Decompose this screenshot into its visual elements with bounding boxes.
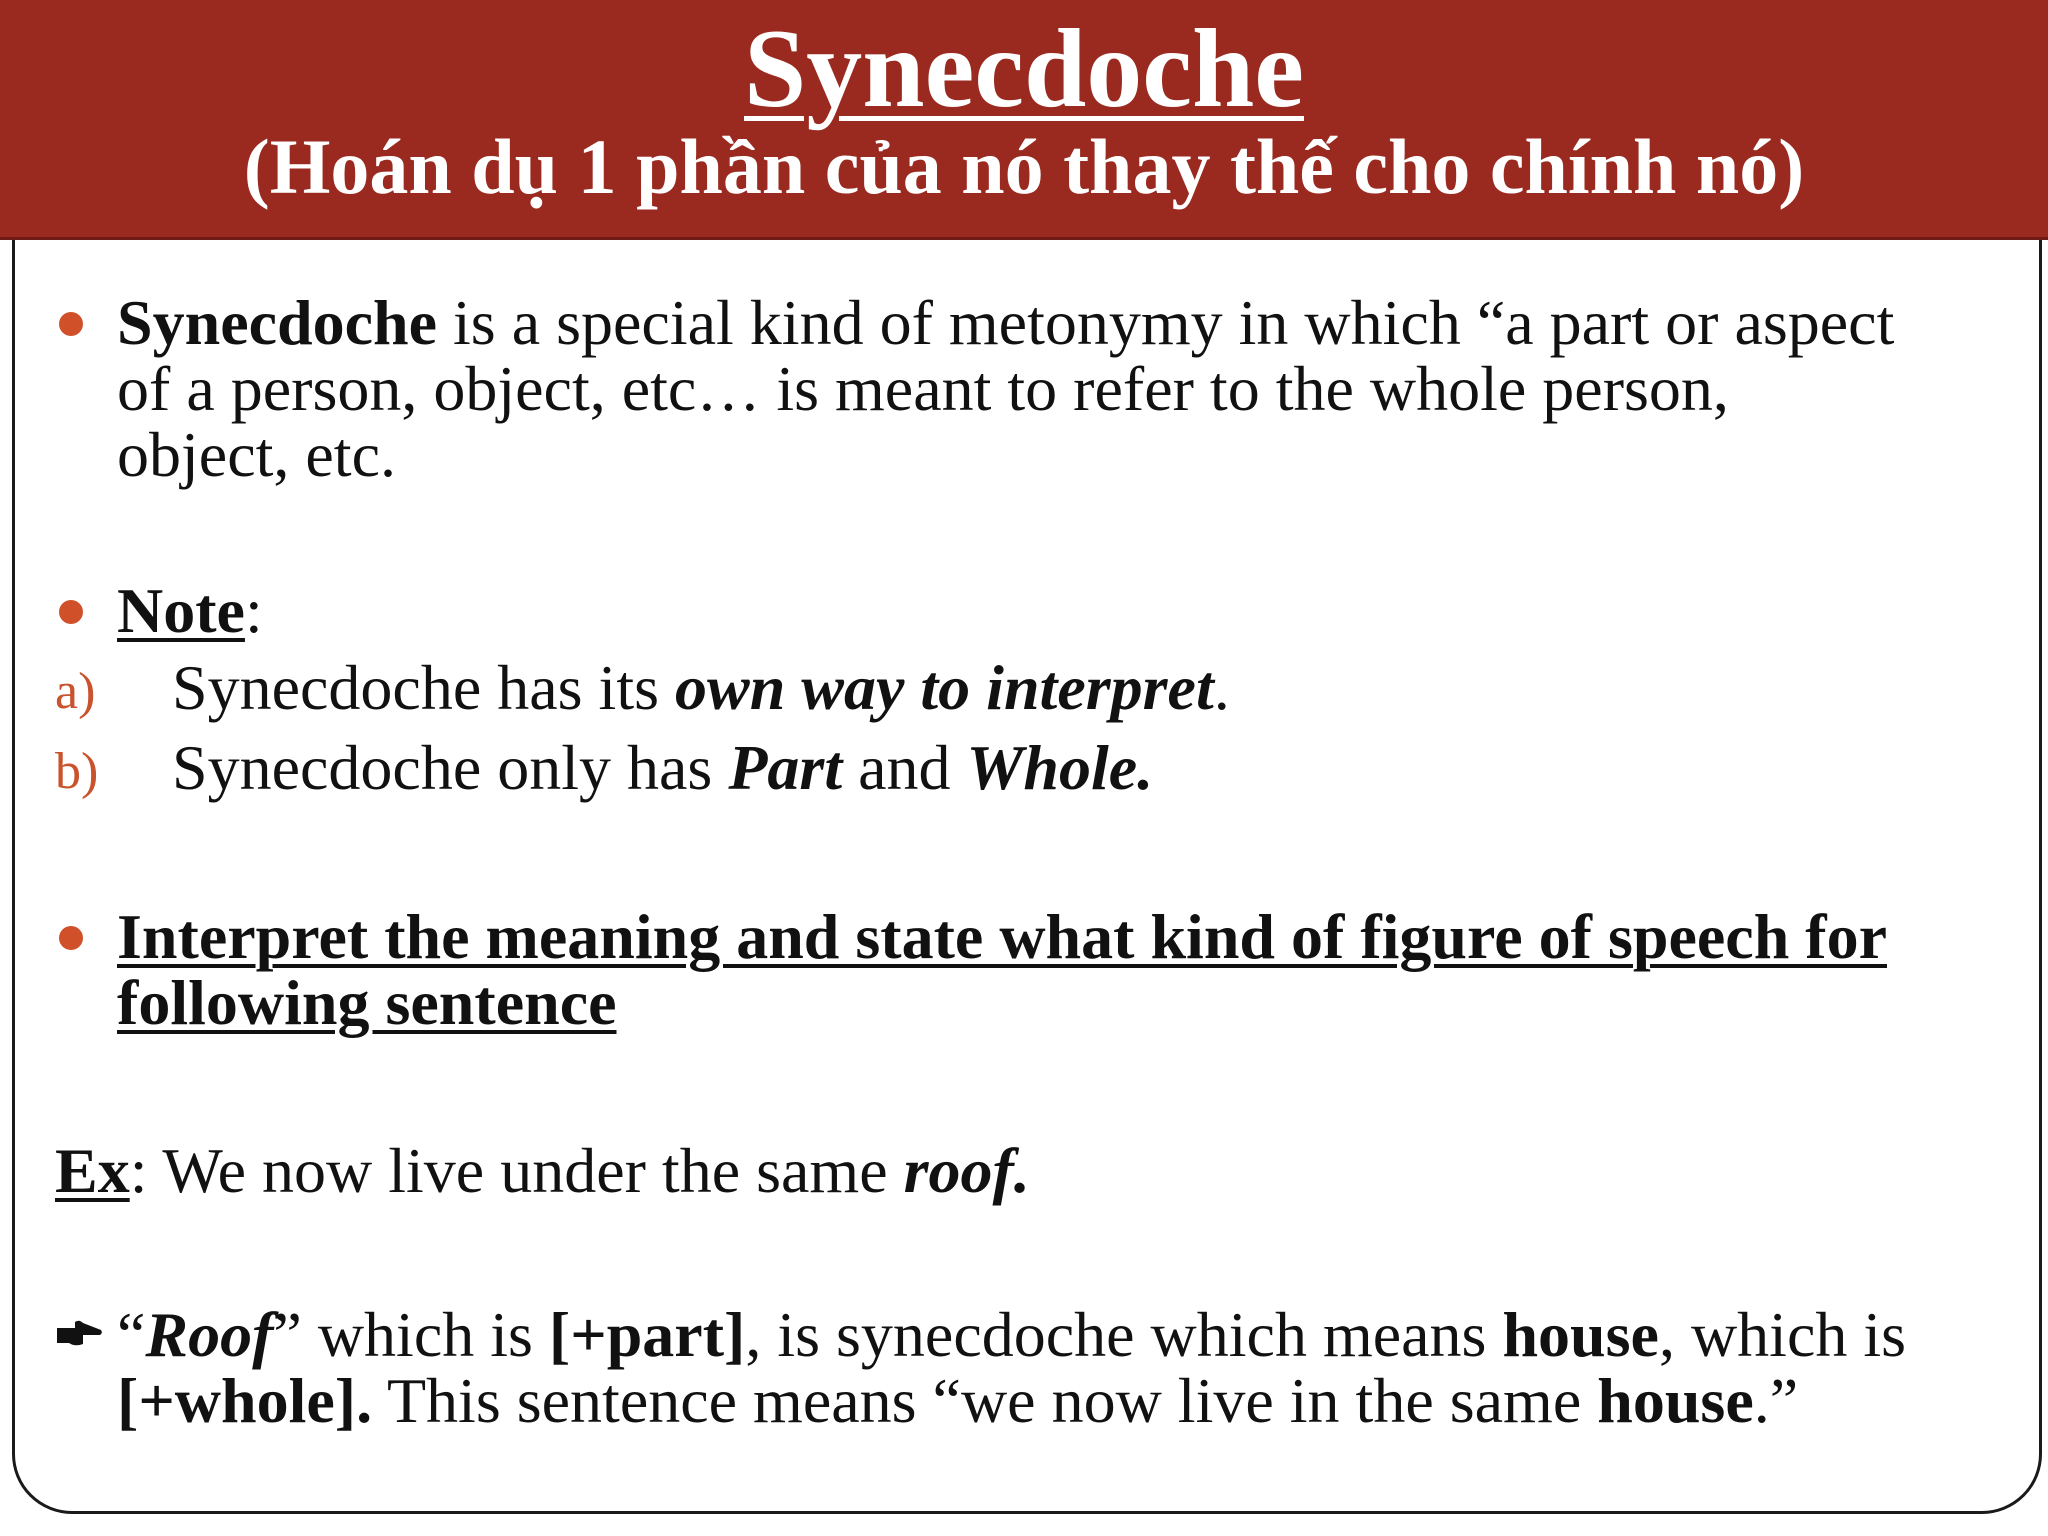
page-title: Synecdoche	[744, 7, 1304, 131]
example-emph: roof.	[903, 1135, 1030, 1206]
explanation-t1: ” which is	[273, 1299, 549, 1370]
definition-text: is a special kind of metonymy in which “a part or aspect of a person, object, etc… is meant to refer to the whole person, object, etc.	[117, 287, 1895, 490]
explanation-house2: house	[1597, 1365, 1754, 1436]
example-text: : We now live under the same	[129, 1135, 904, 1206]
explanation-whole: [+whole].	[117, 1365, 373, 1436]
pointing-hand-icon	[55, 1318, 103, 1348]
note-item-a	[55, 648, 2005, 728]
explanation-part: [+part]	[548, 1299, 746, 1370]
note-label: Note	[117, 575, 245, 646]
slide-content	[55, 287, 2005, 1436]
task-bullet	[55, 901, 1987, 1038]
definition-term: Synecdoche	[117, 287, 437, 358]
explanation-t5: .”	[1753, 1365, 1799, 1436]
task-text: Interpret the meaning and state what kind of figure of speech for following sentence	[117, 901, 1887, 1038]
note-b-middle: and	[842, 732, 967, 803]
title-bar	[0, 0, 2048, 240]
note-a-emph: own way to interpret	[675, 652, 1214, 723]
note-a-after: .	[1213, 652, 1230, 723]
page-subtitle: (Hoán dụ 1 phần của nó thay thế cho chính nó)	[243, 123, 1805, 210]
note-b-before: Synecdoche only has	[172, 732, 729, 803]
explanation-t4: This sentence means “we now live in the same	[372, 1365, 1598, 1436]
note-b-part: Part	[728, 732, 843, 803]
note-b-whole: Whole.	[966, 732, 1154, 803]
explanation-open-quote: “	[117, 1299, 146, 1370]
note-bullet	[55, 575, 2005, 646]
note-item-b	[55, 728, 2005, 808]
explanation-house1: house	[1502, 1299, 1659, 1370]
explanation-t2: , is synecdoche which means	[745, 1299, 1503, 1370]
explanation-t3: , which is	[1658, 1299, 1907, 1370]
round-bullet-icon	[59, 312, 83, 336]
note-marker-a: a)	[55, 663, 96, 720]
explanation-roof: Roof	[145, 1299, 274, 1370]
example-label: Ex	[55, 1135, 130, 1206]
note-a-before: Synecdoche has its	[172, 652, 675, 723]
note-marker-b: b)	[55, 743, 99, 800]
round-bullet-icon	[59, 926, 83, 950]
note-colon: :	[244, 575, 263, 646]
example-line	[55, 1135, 2005, 1206]
round-bullet-icon	[59, 600, 83, 624]
explanation-line	[55, 1299, 2037, 1436]
definition-bullet	[55, 287, 1917, 490]
